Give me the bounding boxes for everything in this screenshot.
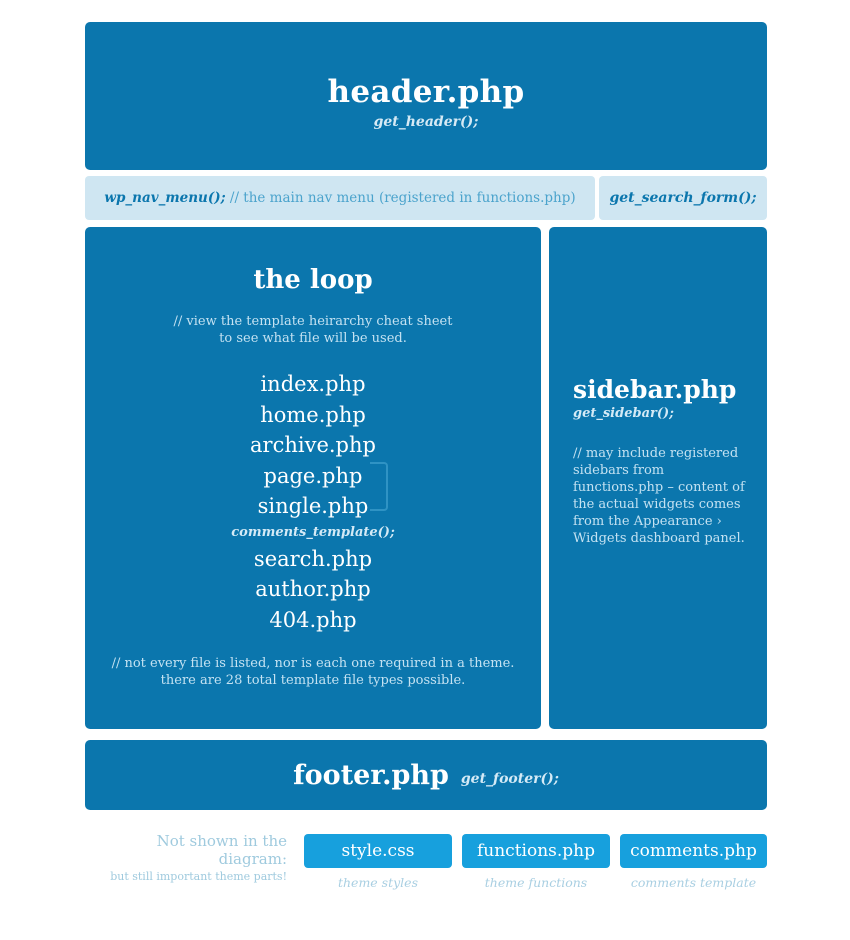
not-shown-title: Not shown in the diagram:	[156, 832, 287, 868]
sidebar-php-block	[549, 227, 767, 729]
get-sidebar-function-label: get_sidebar();	[573, 406, 674, 421]
template-file-archive: archive.php	[250, 433, 376, 457]
caption-theme-functions: theme functions	[484, 875, 588, 890]
the-loop-block	[85, 227, 541, 729]
get-search-form-block	[599, 176, 767, 220]
the-loop-title: the loop	[253, 265, 373, 295]
chip-style-css: style.css	[304, 834, 452, 868]
comments-template-function-label: comments_template();	[231, 524, 395, 540]
template-file-home: home.php	[260, 402, 366, 427]
sidebar-php-title: sidebar.php	[573, 375, 737, 404]
template-file-index: index.php	[260, 372, 366, 396]
footer-php-title: footer.php	[293, 759, 449, 791]
wp-nav-menu-function-label: wp_nav_menu();	[104, 190, 226, 206]
wp-nav-menu-text	[104, 190, 575, 206]
template-file-author: author.php	[255, 577, 371, 601]
wp-nav-menu-comment: // the main nav menu (registered in functions.php)	[229, 190, 576, 206]
caption-theme-styles: theme styles	[337, 875, 418, 890]
comments-template-bracket	[370, 462, 388, 511]
not-shown-subtitle: but still important theme parts!	[110, 870, 287, 883]
header-php-title: header.php	[327, 74, 525, 110]
get-search-form-label: get_search_form();	[609, 190, 757, 206]
template-file-list	[85, 369, 541, 635]
nav-row	[85, 176, 767, 220]
chip-comments-php: comments.php	[620, 834, 767, 868]
not-shown-legend	[85, 832, 305, 883]
get-header-function-label: get_header();	[373, 114, 479, 130]
template-file-single: single.php	[257, 494, 369, 518]
the-loop-footnote: // not every file is listed, nor is each one required in a theme. there are 28 total template file types possible.	[111, 656, 515, 688]
get-footer-function-label: get_footer();	[460, 771, 559, 787]
template-file-page: page.php	[263, 463, 363, 488]
sidebar-note: // may include registered sidebars from functions.php – content of the actual widgets comes from the Appearance › Widgets dashboard panel.	[573, 446, 745, 546]
the-loop-note: // view the template heirarchy cheat sheet to see what file will be used.	[173, 314, 453, 346]
template-file-404: 404.php	[269, 607, 357, 632]
wp-nav-menu-block	[85, 176, 595, 220]
chip-functions-php: functions.php	[462, 834, 610, 868]
template-file-search: search.php	[253, 546, 373, 571]
header-php-block	[85, 22, 767, 170]
footer-php-block	[85, 740, 767, 810]
caption-comments-template: comments template	[630, 875, 757, 890]
